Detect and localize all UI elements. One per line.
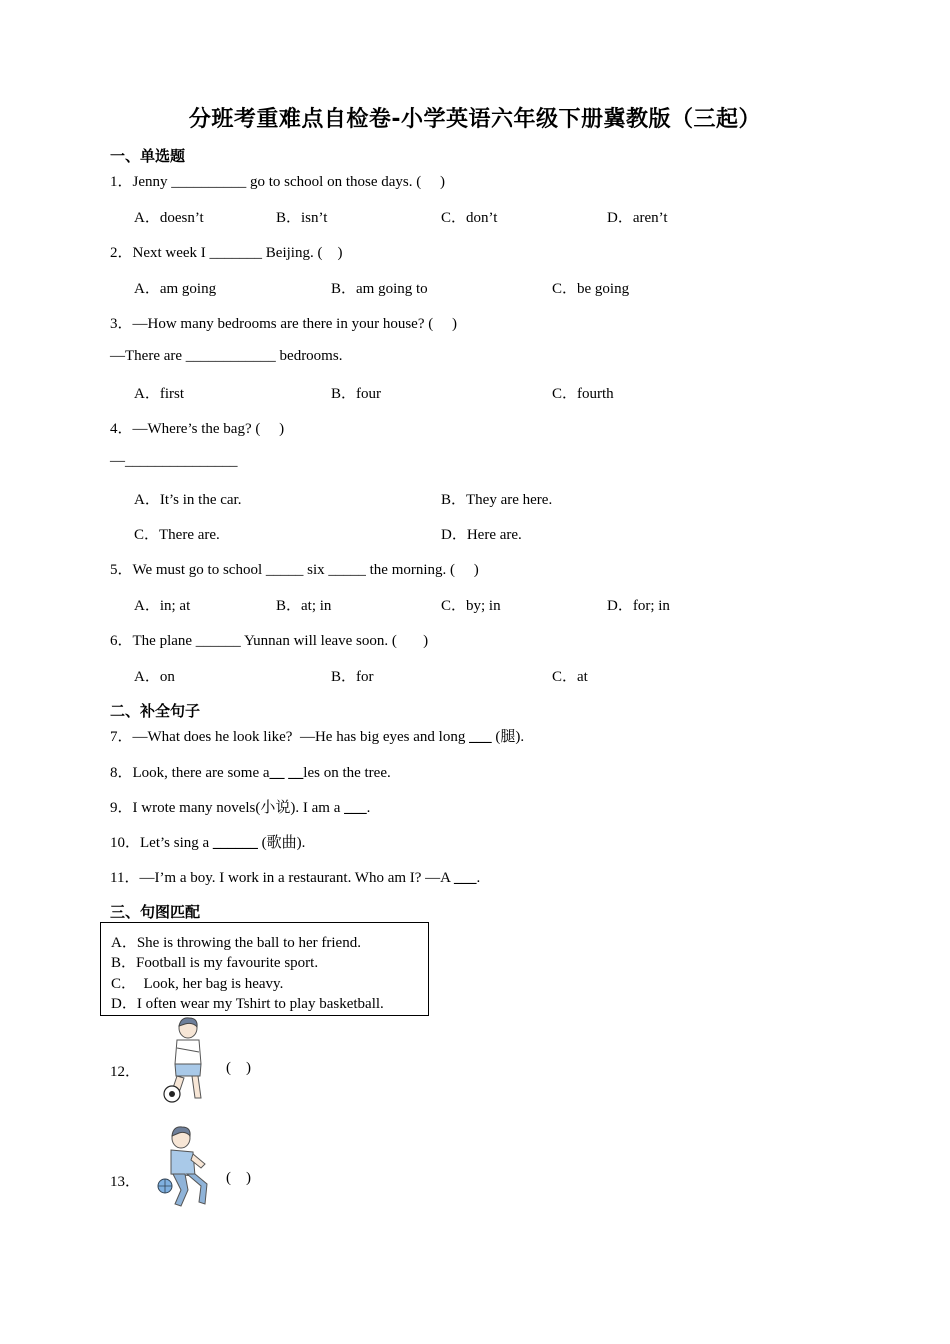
question-5-option-d: D．for; in bbox=[607, 598, 670, 614]
question-6-stem: 6．The plane ______ Yunnan will leave soon. ( ) bbox=[110, 633, 429, 649]
question-12-answer-parentheses[interactable]: ( ) bbox=[226, 1060, 251, 1076]
question-10 bbox=[110, 831, 305, 852]
section-heading-single-choice: 一、单选题 bbox=[110, 147, 186, 165]
question-3-option-a: A．first bbox=[134, 386, 184, 402]
question-10-hint: (歌曲). bbox=[257, 835, 306, 851]
question-9-suffix: . bbox=[366, 800, 371, 816]
question-5-stem: 5．We must go to school _____ six _____ the morning. ( ) bbox=[110, 562, 479, 578]
question-8-blank-1[interactable]: __ bbox=[269, 765, 285, 781]
boy-with-football-image bbox=[155, 1016, 217, 1104]
question-5-option-a: A．in; at bbox=[134, 598, 191, 614]
question-3-option-c: C．fourth bbox=[552, 386, 614, 402]
question-9-text: 9．I wrote many novels(小说). I am a bbox=[110, 800, 345, 816]
question-4-option-b: B．They are here. bbox=[441, 492, 553, 508]
question-9 bbox=[110, 796, 370, 817]
question-4-option-c: C．There are. bbox=[134, 527, 220, 543]
question-12-number: 12． bbox=[110, 1064, 141, 1080]
question-8-suffix: les on the tree. bbox=[303, 765, 391, 781]
question-6-option-b: B．for bbox=[331, 669, 374, 685]
question-13-number: 13． bbox=[110, 1174, 141, 1190]
question-9-blank[interactable]: ___ bbox=[344, 800, 367, 816]
question-2-option-c: C．be going bbox=[552, 281, 630, 297]
match-sentence-a: A．She is throwing the ball to her friend. bbox=[111, 935, 361, 951]
question-2-option-a: A．am going bbox=[134, 281, 217, 297]
question-10-blank[interactable]: ______ bbox=[212, 835, 258, 851]
question-5-option-c: C．by; in bbox=[441, 598, 501, 614]
question-11-blank[interactable]: ___ bbox=[453, 870, 477, 886]
question-7 bbox=[110, 725, 524, 746]
question-1-option-a: A．doesn’t bbox=[134, 210, 204, 226]
question-2-option-b: B．am going to bbox=[331, 281, 428, 297]
match-sentence-c: C． Look, her bag is heavy. bbox=[111, 976, 284, 992]
question-13-answer-parentheses[interactable]: ( ) bbox=[226, 1170, 251, 1186]
question-1-stem: 1．Jenny __________ go to school on those days. ( ) bbox=[110, 174, 445, 190]
question-6-option-c: C．at bbox=[552, 669, 588, 685]
question-11 bbox=[110, 866, 480, 887]
question-1-option-d: D．aren’t bbox=[607, 210, 668, 226]
question-11-suffix: . bbox=[476, 870, 481, 886]
question-7-text: 7．—What does he look like? —He has big eyes and long bbox=[110, 729, 470, 745]
section-heading-complete-sentences: 二、补全句子 bbox=[110, 702, 201, 720]
question-11-text: 11．—I’m a boy. I work in a restaurant. Who am I? —A bbox=[110, 870, 454, 886]
question-6-option-a: A．on bbox=[134, 669, 175, 685]
boy-playing-basketball-image bbox=[155, 1124, 217, 1212]
question-3-stem: 3．—How many bedrooms are there in your house? ( ) bbox=[110, 316, 457, 332]
question-4-option-a: A．It’s in the car. bbox=[134, 492, 242, 508]
question-4-option-d: D．Here are. bbox=[441, 527, 522, 543]
question-2-stem: 2．Next week I _______ Beijing. ( ) bbox=[110, 245, 343, 261]
question-4-stem: 4．—Where’s the bag? ( ) bbox=[110, 421, 285, 437]
matching-sentences-box bbox=[100, 922, 429, 1016]
section-heading-sentence-picture-matching: 三、句图匹配 bbox=[110, 903, 201, 921]
page-title: 分班考重难点自检卷-小学英语六年级下册冀教版（三起） bbox=[188, 107, 762, 132]
question-5-option-b: B．at; in bbox=[276, 598, 332, 614]
match-sentence-d: D．I often wear my Tshirt to play basketball. bbox=[111, 996, 384, 1012]
question-7-hint: (腿). bbox=[491, 729, 525, 745]
match-sentence-b: B．Football is my favourite sport. bbox=[111, 955, 319, 971]
question-10-text: 10．Let’s sing a bbox=[110, 835, 213, 851]
question-1-option-b: B．isn’t bbox=[276, 210, 328, 226]
question-3-option-b: B．four bbox=[331, 386, 381, 402]
question-8-blank-2[interactable]: __ bbox=[288, 765, 304, 781]
question-1-option-c: C．don’t bbox=[441, 210, 498, 226]
question-4-answer-line: —_______________ bbox=[110, 453, 238, 469]
question-3-answer-line: —There are ____________ bedrooms. bbox=[110, 348, 343, 364]
question-8 bbox=[110, 761, 391, 782]
question-8-text: 8．Look, there are some a bbox=[110, 765, 270, 781]
question-7-blank[interactable]: ___ bbox=[469, 729, 492, 745]
